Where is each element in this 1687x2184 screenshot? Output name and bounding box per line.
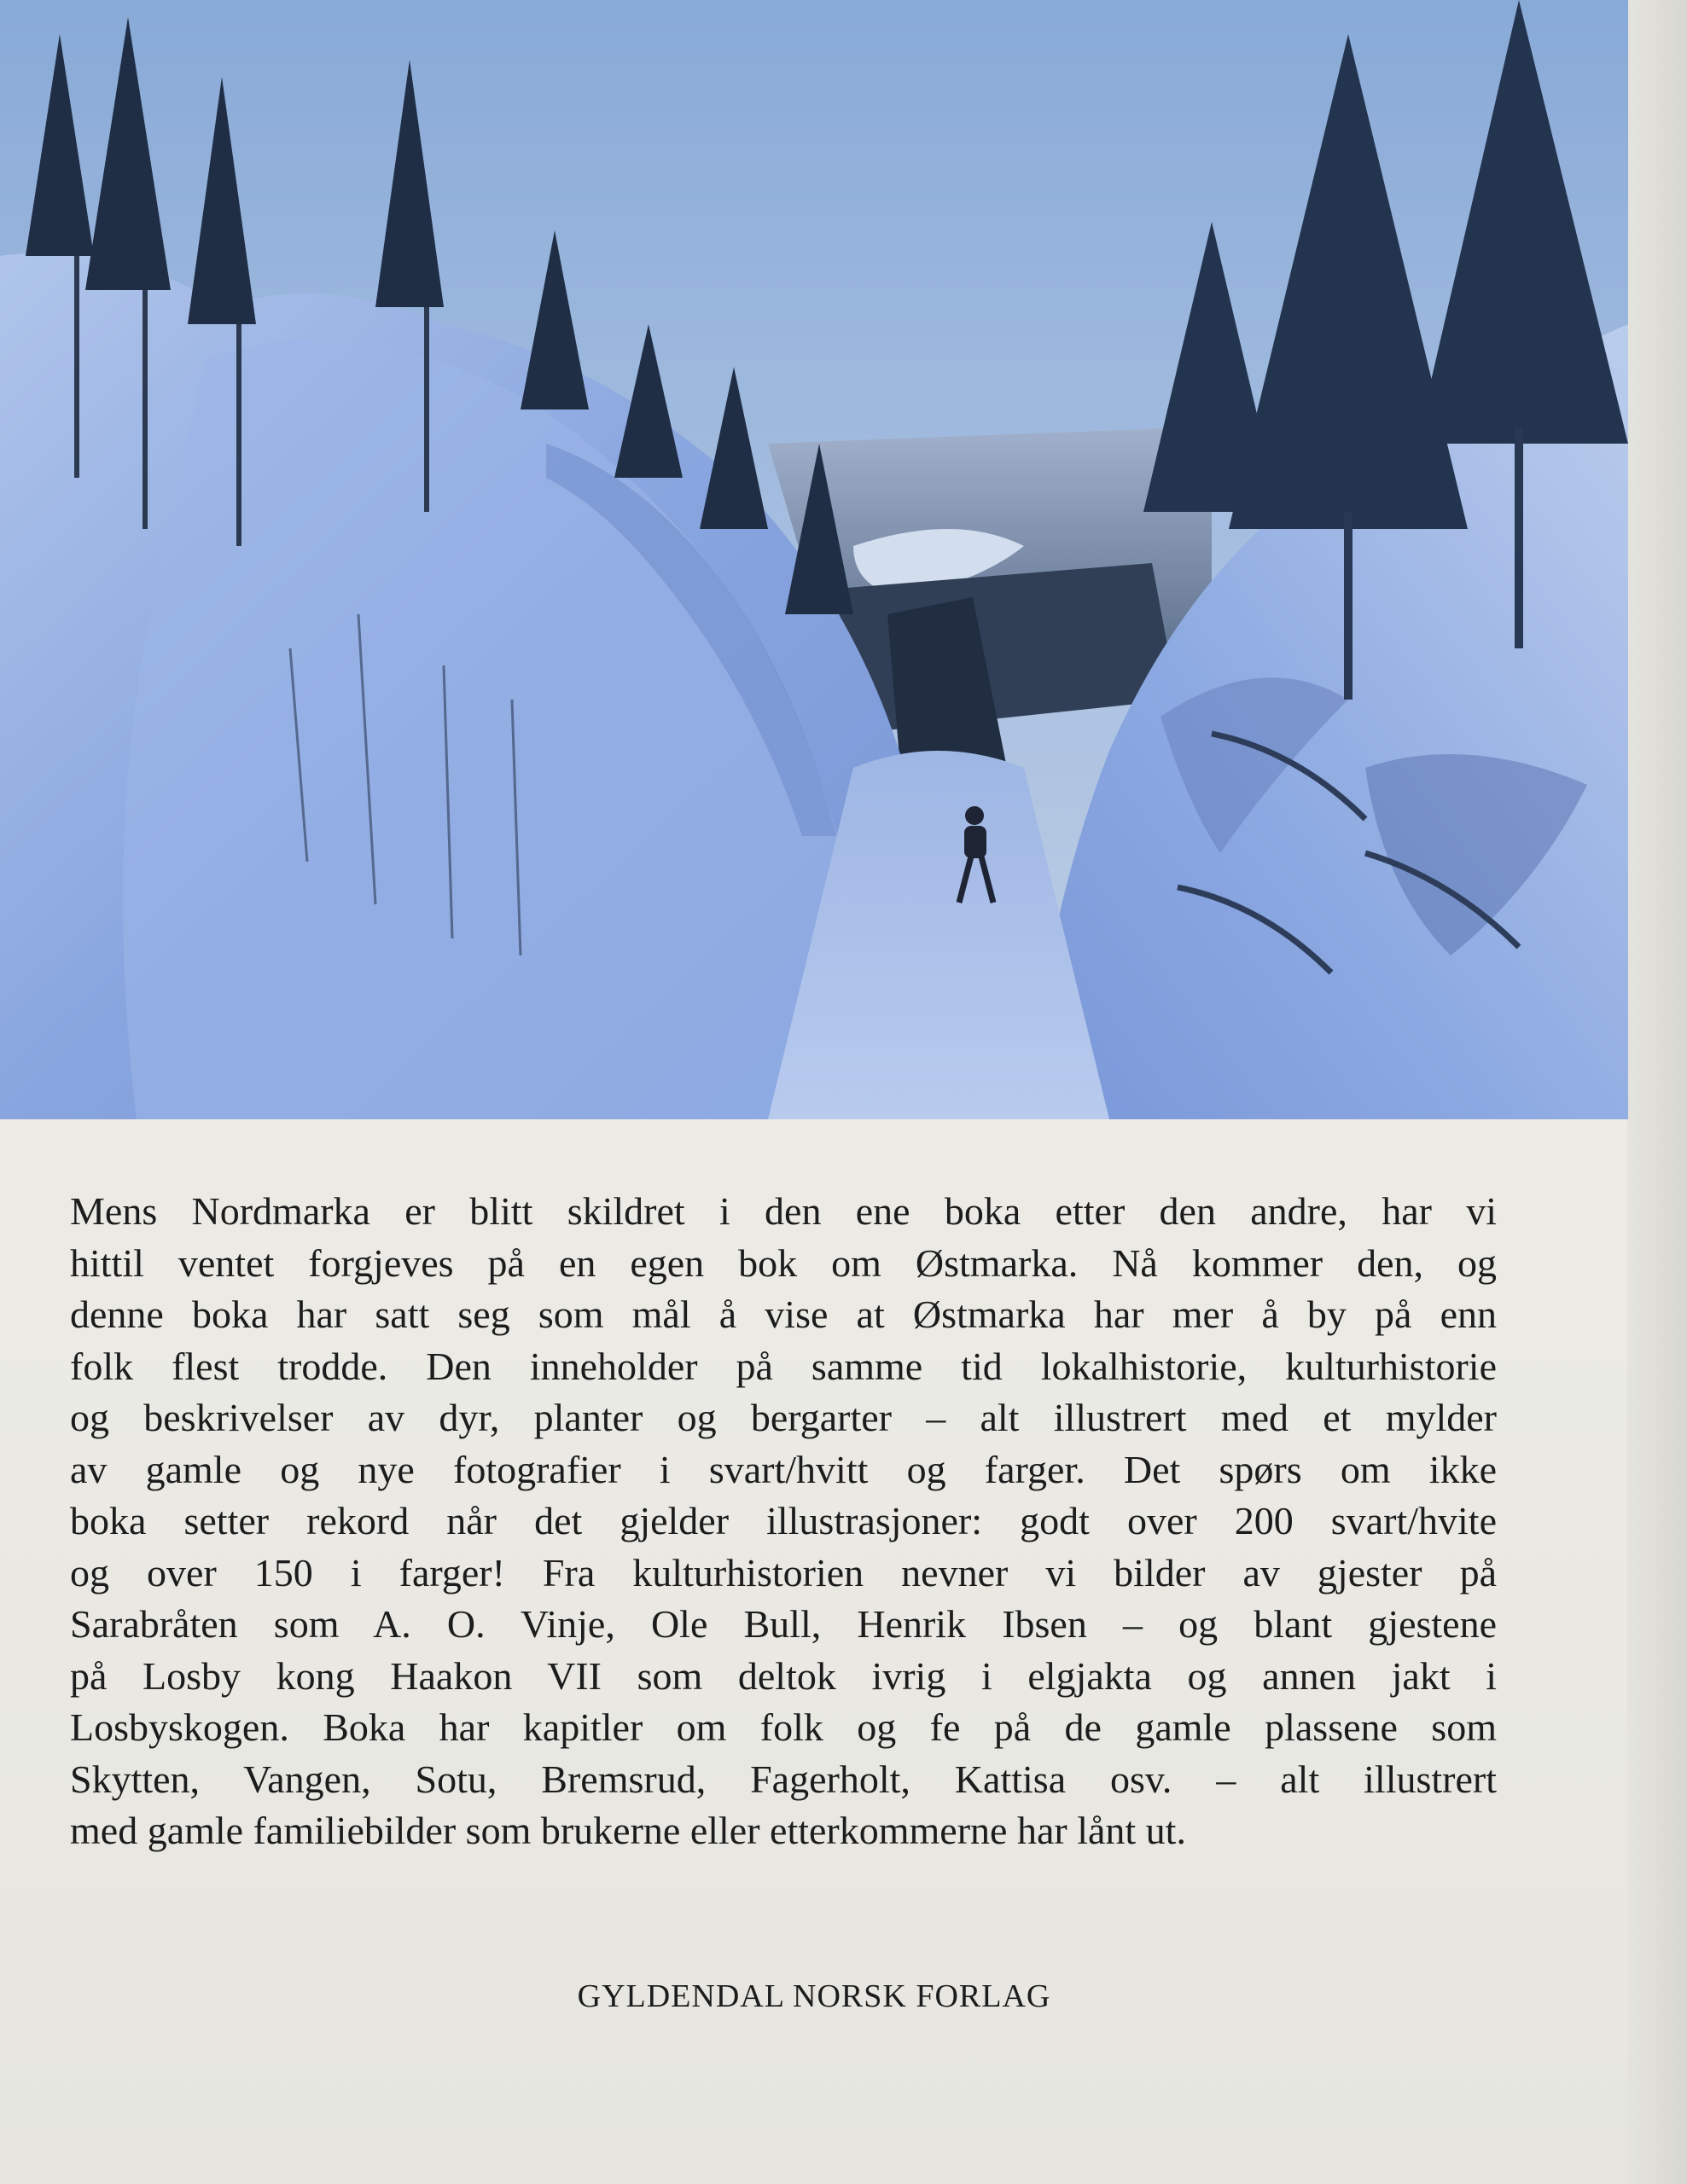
blurb-line: Sarabråten som A. O. Vinje, Ole Bull, Henrik Ibsen – og blant gjestene (70, 1602, 1497, 1646)
blurb-line: med gamle familiebilder som brukerne eller etterkommerne har lånt ut. (70, 1809, 1186, 1852)
blurb-line: Mens Nordmarka er blitt skildret i den ene boka etter den andre, har vi (70, 1189, 1497, 1233)
blurb-line: av gamle og nye fotografier i svart/hvitt og farger. Det spørs om ikke (70, 1447, 1497, 1491)
blurb-line: Losbyskogen. Boka har kapitler om folk og fe på de gamle plassene som (70, 1705, 1497, 1749)
cover-photo (0, 0, 1628, 1119)
cover-spine-edge (1627, 0, 1687, 2184)
blurb-line: folk flest trodde. Den inneholder på samme tid lokalhistorie, kulturhistorie (70, 1344, 1497, 1388)
blurb-line: og over 150 i farger! Fra kulturhistorien nevner vi bilder av gjester på (70, 1550, 1497, 1594)
blurb-text (70, 1186, 1497, 1857)
blurb-line: denne boka har satt seg som mål å vise at Østmarka har mer å by på enn (70, 1292, 1497, 1336)
winter-ravine-illustration (0, 0, 1628, 1119)
blurb-line: hittil ventet forgjeves på en egen bok om Østmarka. Nå kommer den, og (70, 1240, 1497, 1285)
blurb-line: og beskrivelser av dyr, planter og bergarter – alt illustrert med et mylder (70, 1396, 1497, 1439)
blurb-line: boka setter rekord når det gjelder illustrasjoner: godt over 200 svart/hvite (70, 1499, 1497, 1542)
publisher-name: GYLDENDAL NORSK FORLAG (577, 1978, 1051, 2014)
blurb-line: Skytten, Vangen, Sotu, Bremsrud, Fagerholt, Kattisa osv. – alt illustrert (70, 1757, 1497, 1801)
blurb-line: på Losby kong Haakon VII som deltok ivrig i elgjakta og annen jakt i (70, 1653, 1497, 1698)
